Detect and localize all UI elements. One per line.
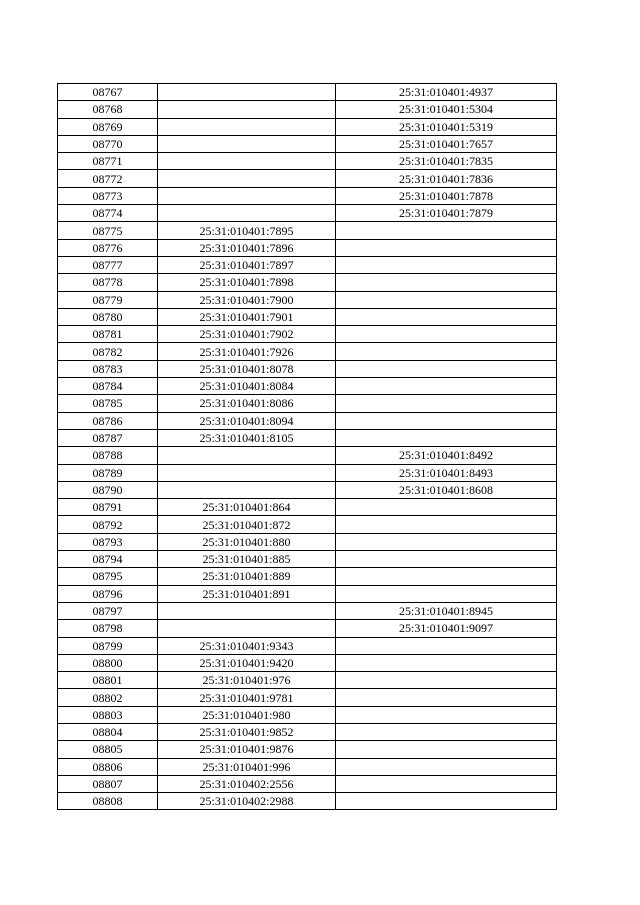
row-number-cell: 08795 bbox=[58, 568, 158, 585]
cadastral-number-cell bbox=[158, 602, 336, 619]
cadastral-number-cell bbox=[336, 758, 557, 775]
cadastral-number-cell bbox=[336, 499, 557, 516]
table-row bbox=[58, 654, 557, 671]
row-number-cell: 08782 bbox=[58, 343, 158, 360]
cadastral-number-cell bbox=[336, 308, 557, 325]
cadastral-number-cell: 25:31:010401:891 bbox=[158, 585, 336, 602]
cadastral-number-cell: 25:31:010401:7657 bbox=[336, 135, 557, 152]
table-row bbox=[58, 723, 557, 740]
cadastral-number-cell: 25:31:010401:7902 bbox=[158, 326, 336, 343]
cadastral-number-cell: 25:31:010401:7900 bbox=[158, 291, 336, 308]
cadastral-number-cell bbox=[336, 326, 557, 343]
row-number-cell: 08785 bbox=[58, 395, 158, 412]
row-number-cell: 08790 bbox=[58, 481, 158, 498]
cadastral-number-cell: 25:31:010401:980 bbox=[158, 706, 336, 723]
table-row bbox=[58, 308, 557, 325]
cadastral-number-cell: 25:31:010401:9420 bbox=[158, 654, 336, 671]
table-row bbox=[58, 360, 557, 377]
table-row bbox=[58, 343, 557, 360]
cadastral-number-cell: 25:31:010401:9343 bbox=[158, 637, 336, 654]
table-row bbox=[58, 637, 557, 654]
cadastral-number-cell: 25:31:010401:864 bbox=[158, 499, 336, 516]
row-number-cell: 08768 bbox=[58, 101, 158, 118]
table-row bbox=[58, 291, 557, 308]
table-body bbox=[58, 84, 557, 810]
cadastral-number-cell: 25:31:010401:7898 bbox=[158, 274, 336, 291]
cadastral-number-cell: 25:31:010401:9876 bbox=[158, 741, 336, 758]
cadastral-number-cell: 25:31:010401:8086 bbox=[158, 395, 336, 412]
row-number-cell: 08797 bbox=[58, 602, 158, 619]
row-number-cell: 08807 bbox=[58, 775, 158, 792]
table-row bbox=[58, 101, 557, 118]
table-row bbox=[58, 135, 557, 152]
table-row bbox=[58, 758, 557, 775]
cadastral-number-cell bbox=[336, 706, 557, 723]
row-number-cell: 08791 bbox=[58, 499, 158, 516]
cadastral-number-cell: 25:31:010401:4937 bbox=[336, 84, 557, 101]
row-number-cell: 08779 bbox=[58, 291, 158, 308]
cadastral-number-cell bbox=[158, 170, 336, 187]
cadastral-number-cell: 25:31:010401:996 bbox=[158, 758, 336, 775]
table-row bbox=[58, 395, 557, 412]
cadastral-number-cell bbox=[158, 481, 336, 498]
cadastral-number-cell bbox=[336, 533, 557, 550]
row-number-cell: 08781 bbox=[58, 326, 158, 343]
cadastral-number-cell: 25:31:010401:9852 bbox=[158, 723, 336, 740]
cadastral-number-cell bbox=[336, 637, 557, 654]
cadastral-number-cell: 25:31:010401:7901 bbox=[158, 308, 336, 325]
table-row bbox=[58, 222, 557, 239]
table-row bbox=[58, 516, 557, 533]
cadastral-number-cell: 25:31:010401:8945 bbox=[336, 602, 557, 619]
table-row bbox=[58, 602, 557, 619]
row-number-cell: 08771 bbox=[58, 153, 158, 170]
row-number-cell: 08804 bbox=[58, 723, 158, 740]
row-number-cell: 08799 bbox=[58, 637, 158, 654]
row-number-cell: 08776 bbox=[58, 239, 158, 256]
row-number-cell: 08786 bbox=[58, 412, 158, 429]
row-number-cell: 08802 bbox=[58, 689, 158, 706]
table-row bbox=[58, 620, 557, 637]
row-number-cell: 08780 bbox=[58, 308, 158, 325]
cadastral-number-cell bbox=[158, 84, 336, 101]
row-number-cell: 08793 bbox=[58, 533, 158, 550]
cadastral-number-cell: 25:31:010401:5319 bbox=[336, 118, 557, 135]
cadastral-number-cell bbox=[158, 447, 336, 464]
row-number-cell: 08788 bbox=[58, 447, 158, 464]
cadastral-number-cell: 25:31:010401:7879 bbox=[336, 205, 557, 222]
table-row bbox=[58, 170, 557, 187]
cadastral-number-cell: 25:31:010401:9097 bbox=[336, 620, 557, 637]
cadastral-number-cell: 25:31:010401:7835 bbox=[336, 153, 557, 170]
row-number-cell: 08792 bbox=[58, 516, 158, 533]
row-number-cell: 08773 bbox=[58, 187, 158, 204]
row-number-cell: 08770 bbox=[58, 135, 158, 152]
row-number-cell: 08787 bbox=[58, 429, 158, 446]
table-row bbox=[58, 672, 557, 689]
cadastral-number-cell bbox=[336, 723, 557, 740]
cadastral-number-cell: 25:31:010401:889 bbox=[158, 568, 336, 585]
table-row bbox=[58, 689, 557, 706]
table-row bbox=[58, 585, 557, 602]
row-number-cell: 08772 bbox=[58, 170, 158, 187]
row-number-cell: 08803 bbox=[58, 706, 158, 723]
cadastral-number-cell: 25:31:010402:2556 bbox=[158, 775, 336, 792]
cadastral-number-cell: 25:31:010401:885 bbox=[158, 551, 336, 568]
row-number-cell: 08778 bbox=[58, 274, 158, 291]
cadastral-number-cell: 25:31:010401:8493 bbox=[336, 464, 557, 481]
cadastral-number-cell bbox=[336, 672, 557, 689]
row-number-cell: 08783 bbox=[58, 360, 158, 377]
table-row bbox=[58, 118, 557, 135]
cadastral-number-cell bbox=[336, 412, 557, 429]
table-row bbox=[58, 499, 557, 516]
table-row bbox=[58, 153, 557, 170]
cadastral-number-cell: 25:31:010401:8084 bbox=[158, 378, 336, 395]
cadastral-number-cell: 25:31:010401:7836 bbox=[336, 170, 557, 187]
table-row bbox=[58, 706, 557, 723]
cadastral-number-cell: 25:31:010401:9781 bbox=[158, 689, 336, 706]
cadastral-number-cell bbox=[158, 464, 336, 481]
table-row bbox=[58, 187, 557, 204]
row-number-cell: 08808 bbox=[58, 793, 158, 810]
cadastral-number-cell bbox=[336, 516, 557, 533]
cadastral-number-cell: 25:31:010401:8492 bbox=[336, 447, 557, 464]
cadastral-number-cell: 25:31:010401:8078 bbox=[158, 360, 336, 377]
table-row bbox=[58, 378, 557, 395]
cadastral-number-cell bbox=[158, 205, 336, 222]
cadastral-number-cell bbox=[158, 101, 336, 118]
cadastral-number-cell bbox=[336, 222, 557, 239]
table-row bbox=[58, 205, 557, 222]
cadastral-number-cell bbox=[336, 775, 557, 792]
cadastral-number-cell: 25:31:010401:7926 bbox=[158, 343, 336, 360]
cadastral-number-cell bbox=[336, 378, 557, 395]
row-number-cell: 08784 bbox=[58, 378, 158, 395]
row-number-cell: 08794 bbox=[58, 551, 158, 568]
row-number-cell: 08800 bbox=[58, 654, 158, 671]
cadastral-number-cell bbox=[336, 256, 557, 273]
cadastral-number-table bbox=[57, 83, 557, 810]
cadastral-number-cell bbox=[336, 291, 557, 308]
cadastral-number-cell bbox=[336, 239, 557, 256]
cadastral-number-cell bbox=[158, 118, 336, 135]
cadastral-number-cell: 25:31:010401:872 bbox=[158, 516, 336, 533]
table-row bbox=[58, 412, 557, 429]
table-row bbox=[58, 84, 557, 101]
row-number-cell: 08774 bbox=[58, 205, 158, 222]
row-number-cell: 08767 bbox=[58, 84, 158, 101]
table-row bbox=[58, 568, 557, 585]
table-row bbox=[58, 775, 557, 792]
cadastral-number-cell bbox=[336, 568, 557, 585]
table-row bbox=[58, 793, 557, 810]
cadastral-number-cell bbox=[336, 793, 557, 810]
row-number-cell: 08789 bbox=[58, 464, 158, 481]
table-row bbox=[58, 239, 557, 256]
cadastral-number-cell: 25:31:010401:7895 bbox=[158, 222, 336, 239]
table-row bbox=[58, 741, 557, 758]
table-row bbox=[58, 429, 557, 446]
table-row bbox=[58, 533, 557, 550]
cadastral-number-cell bbox=[158, 187, 336, 204]
row-number-cell: 08796 bbox=[58, 585, 158, 602]
cadastral-number-cell bbox=[336, 343, 557, 360]
cadastral-number-cell bbox=[336, 360, 557, 377]
cadastral-number-cell bbox=[336, 274, 557, 291]
cadastral-number-cell: 25:31:010401:8094 bbox=[158, 412, 336, 429]
row-number-cell: 08775 bbox=[58, 222, 158, 239]
cadastral-number-cell: 25:31:010402:2988 bbox=[158, 793, 336, 810]
table-row bbox=[58, 447, 557, 464]
cadastral-number-cell: 25:31:010401:7878 bbox=[336, 187, 557, 204]
table-row bbox=[58, 551, 557, 568]
cadastral-number-cell bbox=[158, 153, 336, 170]
cadastral-number-cell: 25:31:010401:5304 bbox=[336, 101, 557, 118]
cadastral-number-cell bbox=[336, 551, 557, 568]
row-number-cell: 08769 bbox=[58, 118, 158, 135]
cadastral-number-cell: 25:31:010401:880 bbox=[158, 533, 336, 550]
table-row bbox=[58, 274, 557, 291]
row-number-cell: 08806 bbox=[58, 758, 158, 775]
cadastral-number-cell: 25:31:010401:8608 bbox=[336, 481, 557, 498]
cadastral-number-cell bbox=[336, 585, 557, 602]
cadastral-number-cell bbox=[158, 620, 336, 637]
cadastral-number-cell: 25:31:010401:8105 bbox=[158, 429, 336, 446]
table-row bbox=[58, 464, 557, 481]
table-row bbox=[58, 481, 557, 498]
cadastral-number-cell bbox=[336, 395, 557, 412]
cadastral-number-cell bbox=[336, 741, 557, 758]
cadastral-number-cell bbox=[336, 654, 557, 671]
cadastral-number-cell bbox=[158, 135, 336, 152]
row-number-cell: 08777 bbox=[58, 256, 158, 273]
table-row bbox=[58, 256, 557, 273]
table-row bbox=[58, 326, 557, 343]
cadastral-number-cell bbox=[336, 429, 557, 446]
cadastral-number-cell bbox=[336, 689, 557, 706]
row-number-cell: 08798 bbox=[58, 620, 158, 637]
cadastral-number-cell: 25:31:010401:7896 bbox=[158, 239, 336, 256]
cadastral-number-cell: 25:31:010401:7897 bbox=[158, 256, 336, 273]
cadastral-number-cell: 25:31:010401:976 bbox=[158, 672, 336, 689]
row-number-cell: 08805 bbox=[58, 741, 158, 758]
row-number-cell: 08801 bbox=[58, 672, 158, 689]
